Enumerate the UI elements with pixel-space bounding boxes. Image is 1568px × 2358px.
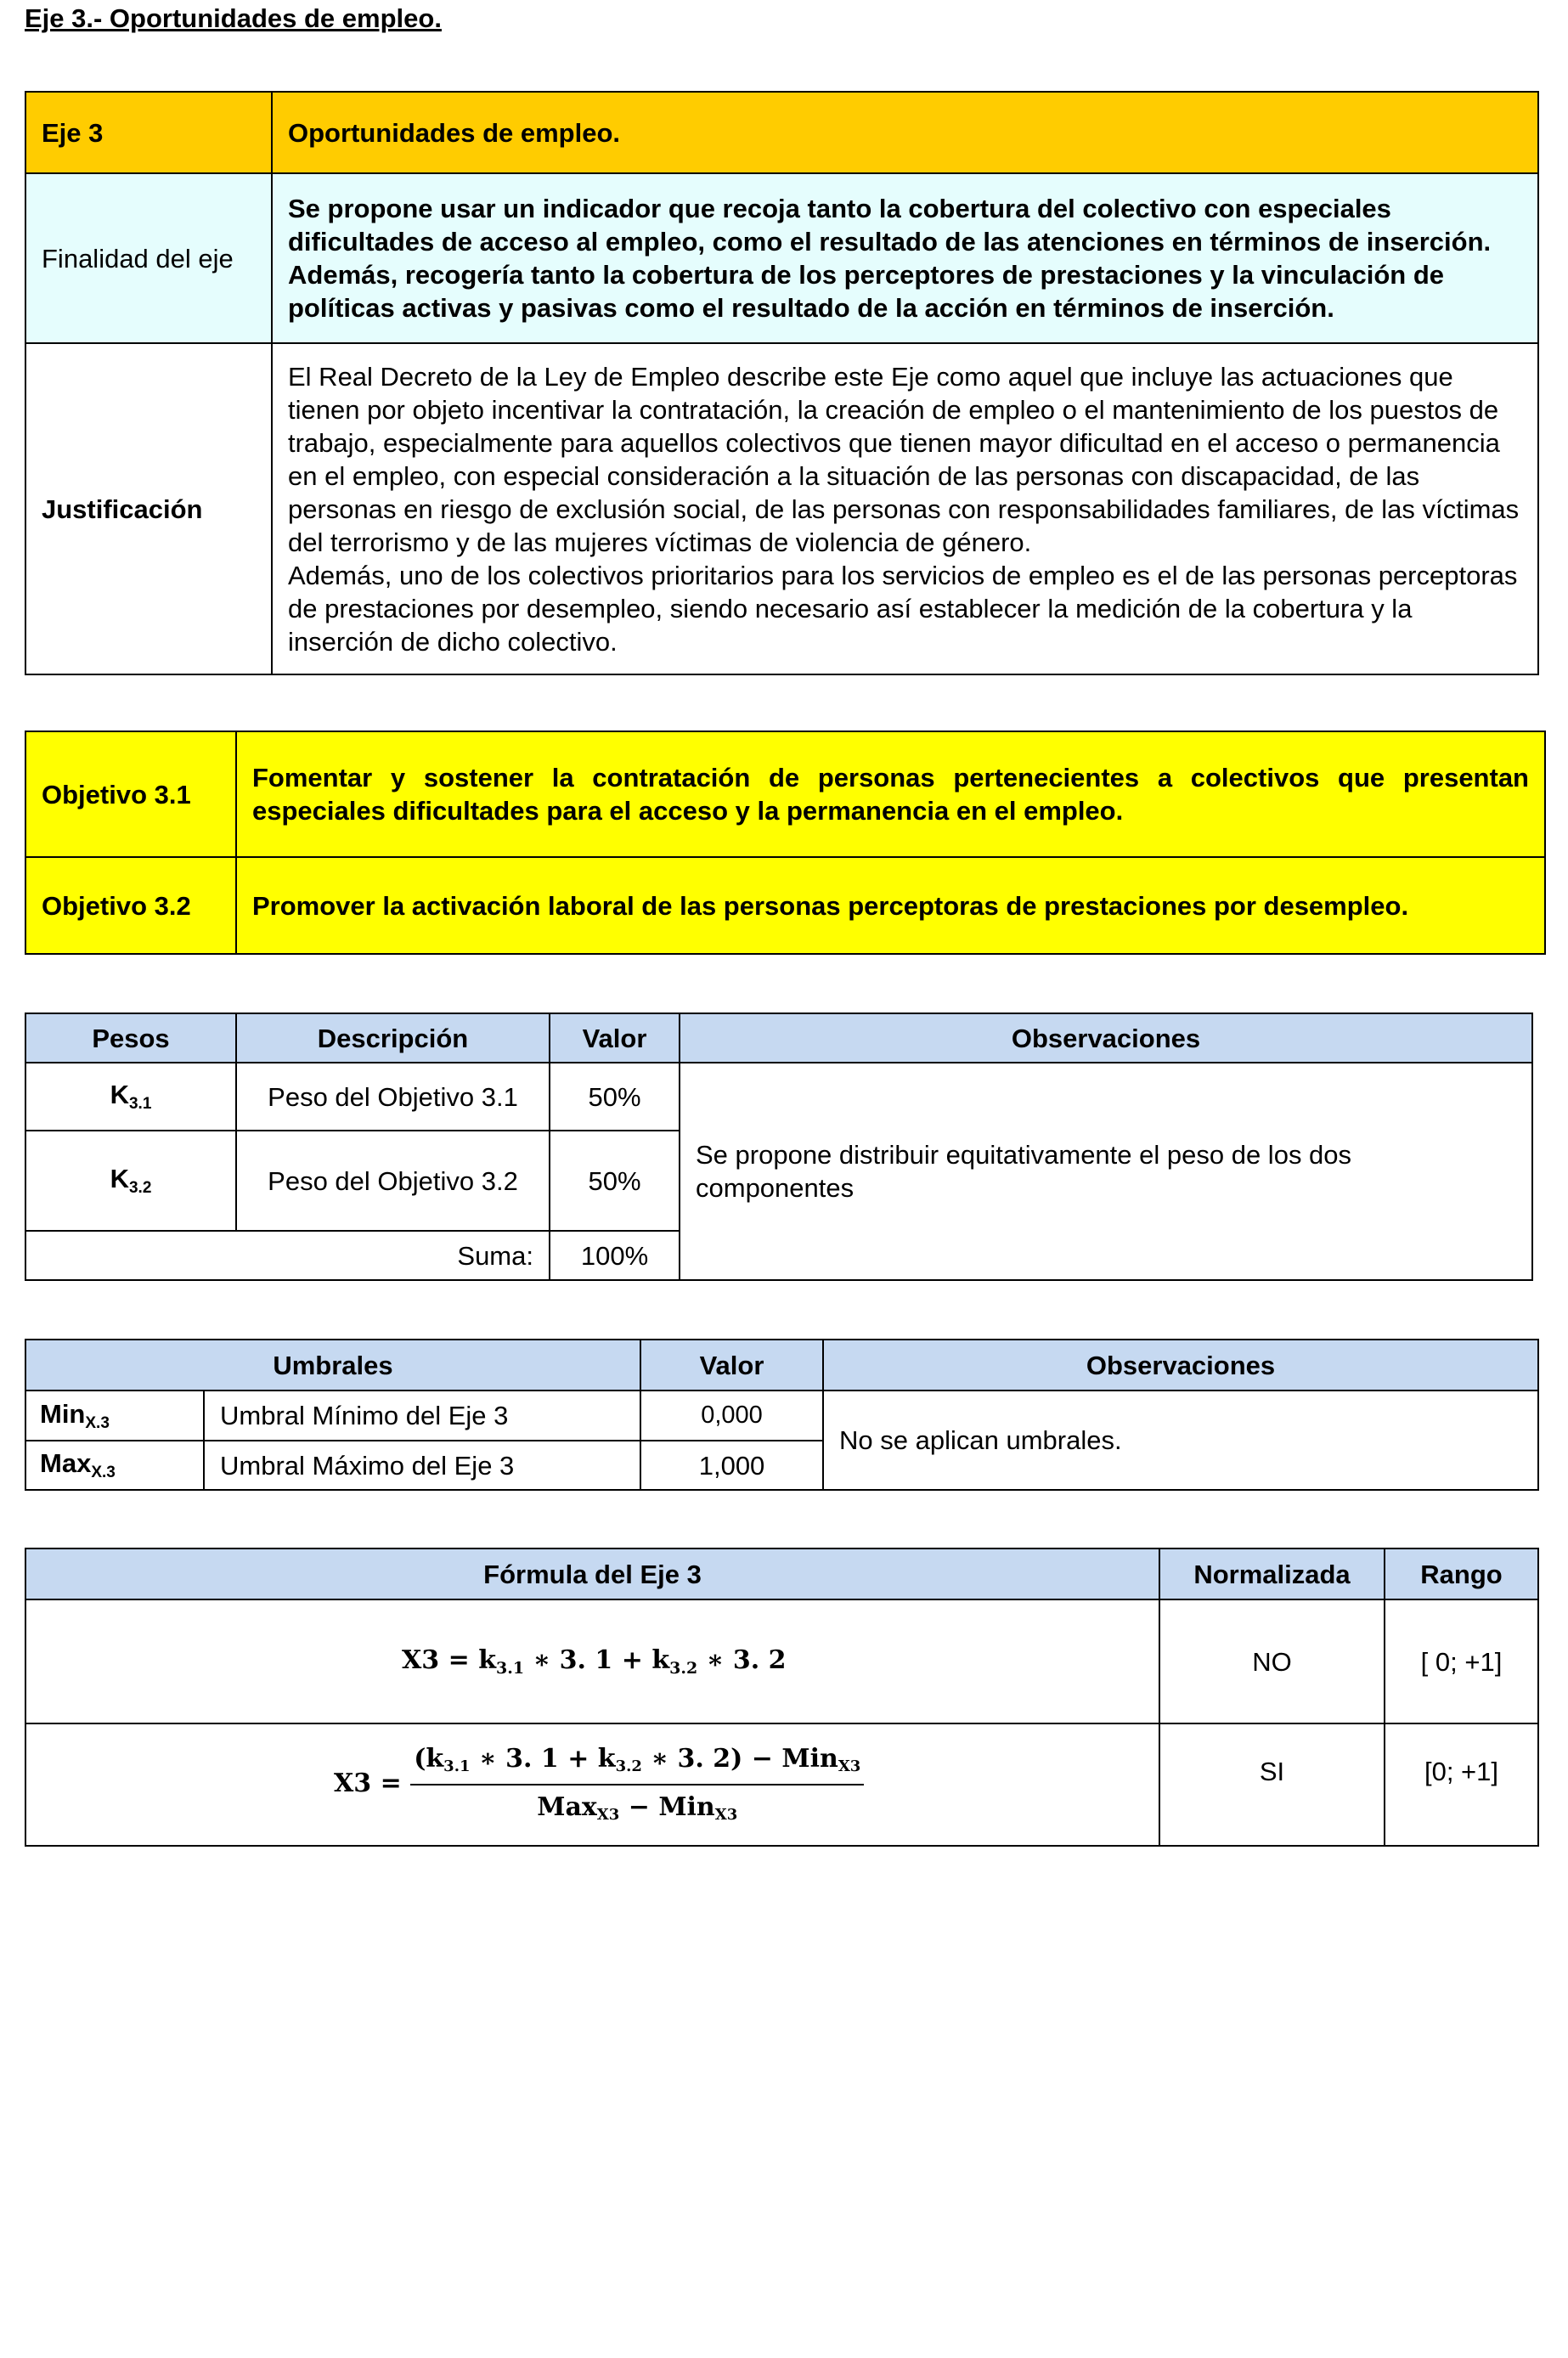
threshold-symbol: Max$_{X.3}$ [25,1441,204,1490]
axis-name: Oportunidades de empleo. [272,92,1538,173]
axis-table [25,91,1539,675]
finalidad-text: Se propone usar un indicador que recoja tanto la cobertura del colectivo con especiales dificultades de acceso al empleo, como el resultado de las atenciones en términos de inserción. Además, recogería tanto la cobertura de los perceptores de prestaciones y la vinculación de políticas activas y pasivas como el resultado de la acción en términos de inserción. [272,173,1538,343]
thresholds-header: Valor [640,1340,823,1391]
objective-text: Fomentar y sostener la contratación de personas pertenecientes a colectivos que presentan especiales dificultades para el acceso y la permanencia en el empleo. [236,731,1545,857]
weight-description: Peso del Objetivo 3.2 [236,1131,550,1231]
formula-range: [ 0; +1] [1385,1599,1538,1723]
objective-label: Objetivo 3.2 [25,857,236,954]
formula-table [25,1548,1539,1847]
weights-observation: Se propone distribuir equitativamente el peso de los dos componentes [680,1063,1532,1280]
formula-normalized-expression: X3 = $\frac{(k_{3.1} ∗ 3. 1 + k_{3.2} ∗ 3. 2) - Min_{X3}}{Max_{X3} - Min_{X3}}$ [334,1768,864,1798]
objective-label: Objetivo 3.1 [25,731,236,857]
formula-plain: $X3 = k_{3.1}$ ∗ 3. $1 + k_{3.2}$ ∗ 3. 2 [402,1645,787,1678]
weights-header: Descripción [236,1013,550,1063]
formula-fraction: $\frac{(k_{3.1} ∗ 3. 1 + k_{3.2} ∗ 3. 2) - Min_{X3}}{Max_{X3} - Min_{X3}}$ [410,1742,864,1827]
justificacion-paragraph-2: Además, uno de los colectivos prioritarios para los servicios de empleo es el de las personas perceptoras de prestaciones por desempleo, siendo necesario así establecer la medición de la cobertura y la inserción de dicho colectivo. [288,560,1518,657]
formula-range: [0; +1] [1385,1723,1538,1846]
justificacion-paragraph-1: El Real Decreto de la Ley de Empleo describe este Eje como aquel que incluye las actuaciones que tienen por objeto incentivar la contratación, la creación de empleo o el mantenimiento de los puestos de trabajo, especialmente para aquellos colectivos que tienen mayor dificultad en el acceso o permanencia en el empleo, con especial consideración a la situación de las personas con discapacidad, de las personas en riesgo de exclusión social, de las personas con responsabilidades familiares, de las víctimas del terrorismo y de las mujeres víctimas de violencia de género. [288,361,1520,557]
thresholds-table [25,1339,1539,1491]
formula-header: Normalizada [1159,1548,1385,1599]
justificacion-label: Justificación [25,343,272,674]
weight-value: 50% [550,1131,680,1231]
threshold-value: 1,000 [640,1441,823,1490]
thresholds-header: Umbrales [25,1340,640,1391]
formula-cell [25,1599,1159,1723]
weights-sum-label: Suma: [25,1231,550,1280]
weights-sum-value: 100% [550,1231,680,1280]
finalidad-label: Finalidad del eje [25,173,272,343]
formula-header: Rango [1385,1548,1538,1599]
formula-normalized: SI [1159,1723,1385,1846]
threshold-description: Umbral Máximo del Eje 3 [204,1441,640,1490]
weight-symbol: $K_{3.1}$ [25,1063,236,1131]
threshold-description: Umbral Mínimo del Eje 3 [204,1391,640,1441]
justificacion-cell [272,343,1538,674]
formula-header: Fórmula del Eje 3 [25,1548,1159,1599]
weight-description: Peso del Objetivo 3.1 [236,1063,550,1131]
thresholds-header: Observaciones [823,1340,1538,1391]
objective-text: Promover la activación laboral de las personas perceptoras de prestaciones por desempleo. [236,857,1545,954]
weight-value: 50% [550,1063,680,1131]
objectives-table [25,731,1546,955]
threshold-value: 0,000 [640,1391,823,1441]
page-title: Eje 3.- Oportunidades de empleo. [25,3,442,33]
formula-cell [25,1723,1159,1846]
weights-table [25,1013,1533,1281]
threshold-symbol: Min$_{X.3}$ [25,1391,204,1441]
formula-normalized: NO [1159,1599,1385,1723]
thresholds-observation: No se aplican umbrales. [823,1391,1538,1490]
weights-header: Valor [550,1013,680,1063]
weight-symbol: $K_{3.2}$ [25,1131,236,1231]
axis-label: Eje 3 [25,92,272,173]
weights-header: Observaciones [680,1013,1532,1063]
weights-header: Pesos [25,1013,236,1063]
